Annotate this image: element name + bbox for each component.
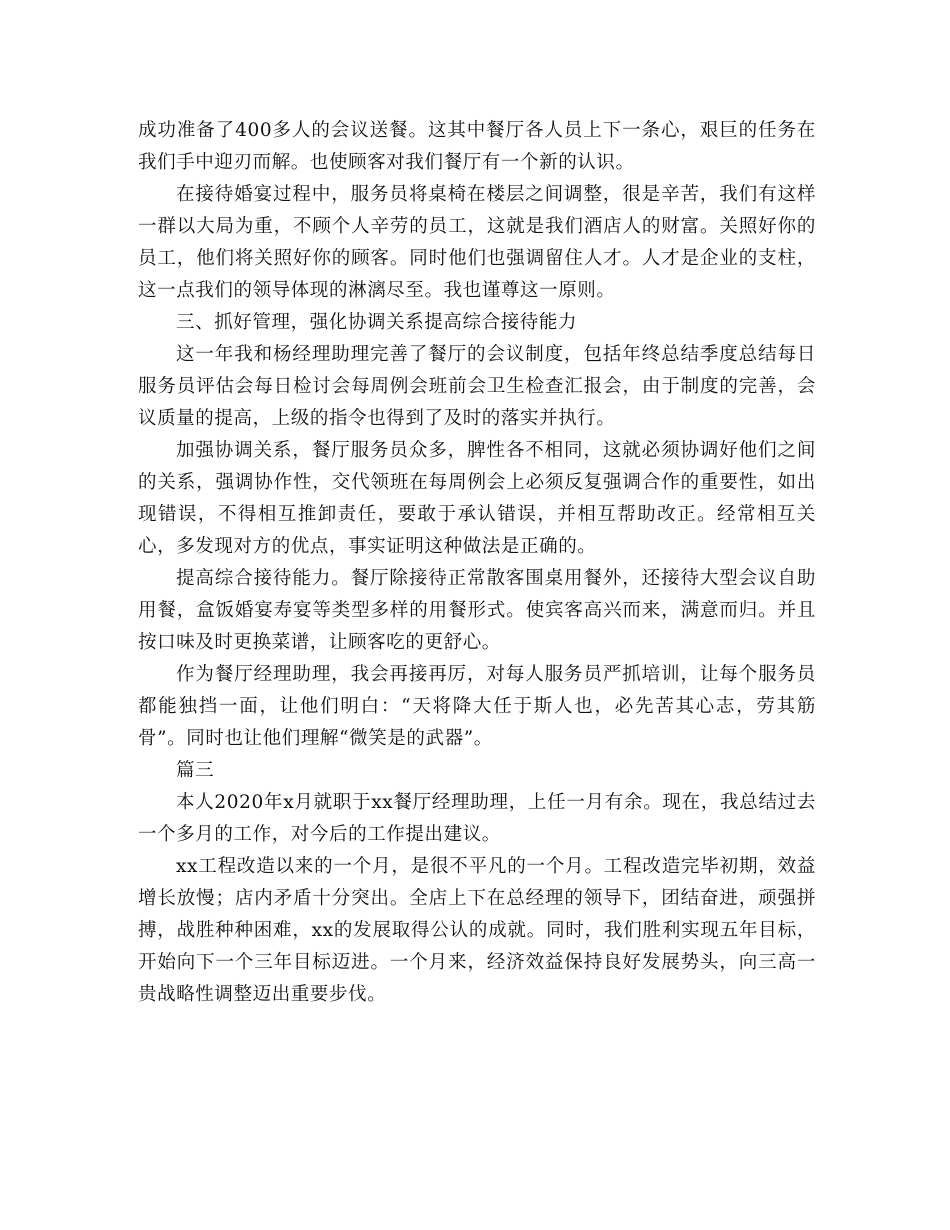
paragraph-2: 在接待婚宴过程中，服务员将桌椅在楼层之间调整，很是辛苦，我们有这样一群以大局为重，不顾个人辛劳的员工，这就是我们酒店人的财富。关照好你的员工，他们将关照好你的顾客。同时他们也强调留住人才。人才是企业的支柱，这一点我们的领导体现的淋漓尽至。我也谨尊这一原则。 [138, 184, 816, 301]
paragraph-5: 加强协调关系，餐厅服务员众多，脾性各不相同，这就必须协调好他们之间的关系，强调协作性，交代领班在每周例会上必须反复强调合作的重要性，如出现错误，不得相互推卸责任，要敢于承认错误，并相互帮助改正。经常相互关心，多发现对方的优点，事实证明这种做法是正确的。 [138, 440, 816, 557]
paragraph-7: 作为餐厅经理助理，我会再接再厉，对每人服务员严抓培训，让每个服务员都能独挡一面，让他们明白：“天将降大任于斯人也，必先苦其心志，劳其筋骨”。同时也让他们理解“微笑是的武器”。 [138, 664, 816, 749]
section-heading-8: 篇三 [176, 760, 215, 781]
section-heading-3: 三、抓好管理，强化协调关系提高综合接待能力 [176, 312, 578, 333]
paragraph-6: 提高综合接待能力。餐厅除接待正常散客围桌用餐外，还接待大型会议自助用餐，盒饭婚宴寿宴等类型多样的用餐形式。使宾客高兴而来，满意而归。并且按口味及时更换菜谱，让顾客吃的更舒心。 [138, 568, 816, 653]
paragraph-9: 本人2020年x月就职于xx餐厅经理助理，上任一月有余。现在，我总结过去一个多月的工作，对今后的工作提出建议。 [138, 792, 816, 845]
paragraph-4: 这一年我和杨经理助理完善了餐厅的会议制度，包括年终总结季度总结每日服务员评估会每日检讨会每周例会班前会卫生检查汇报会，由于制度的完善，会议质量的提高，上级的指令也得到了及时的落实并执行。 [138, 344, 816, 429]
document-body [138, 115, 816, 1011]
paragraph-1: 成功准备了400多人的会议送餐。这其中餐厅各人员上下一条心，艰巨的任务在我们手中迎刃而解。也使顾客对我们餐厅有一个新的认识。 [138, 120, 816, 173]
paragraph-10: xx工程改造以来的一个月，是很不平凡的一个月。工程改造完毕初期，效益增长放慢；店内矛盾十分突出。全店上下在总经理的领导下，团结奋进，顽强拼搏，战胜种种困难，xx的发展取得公认的成就。同时，我们胜利实现五年目标，开始向下一个三年目标迈进。一个月来，经济效益保持良好发展势头，向三高一贵战略性调整迈出重要步伐。 [138, 856, 816, 1005]
